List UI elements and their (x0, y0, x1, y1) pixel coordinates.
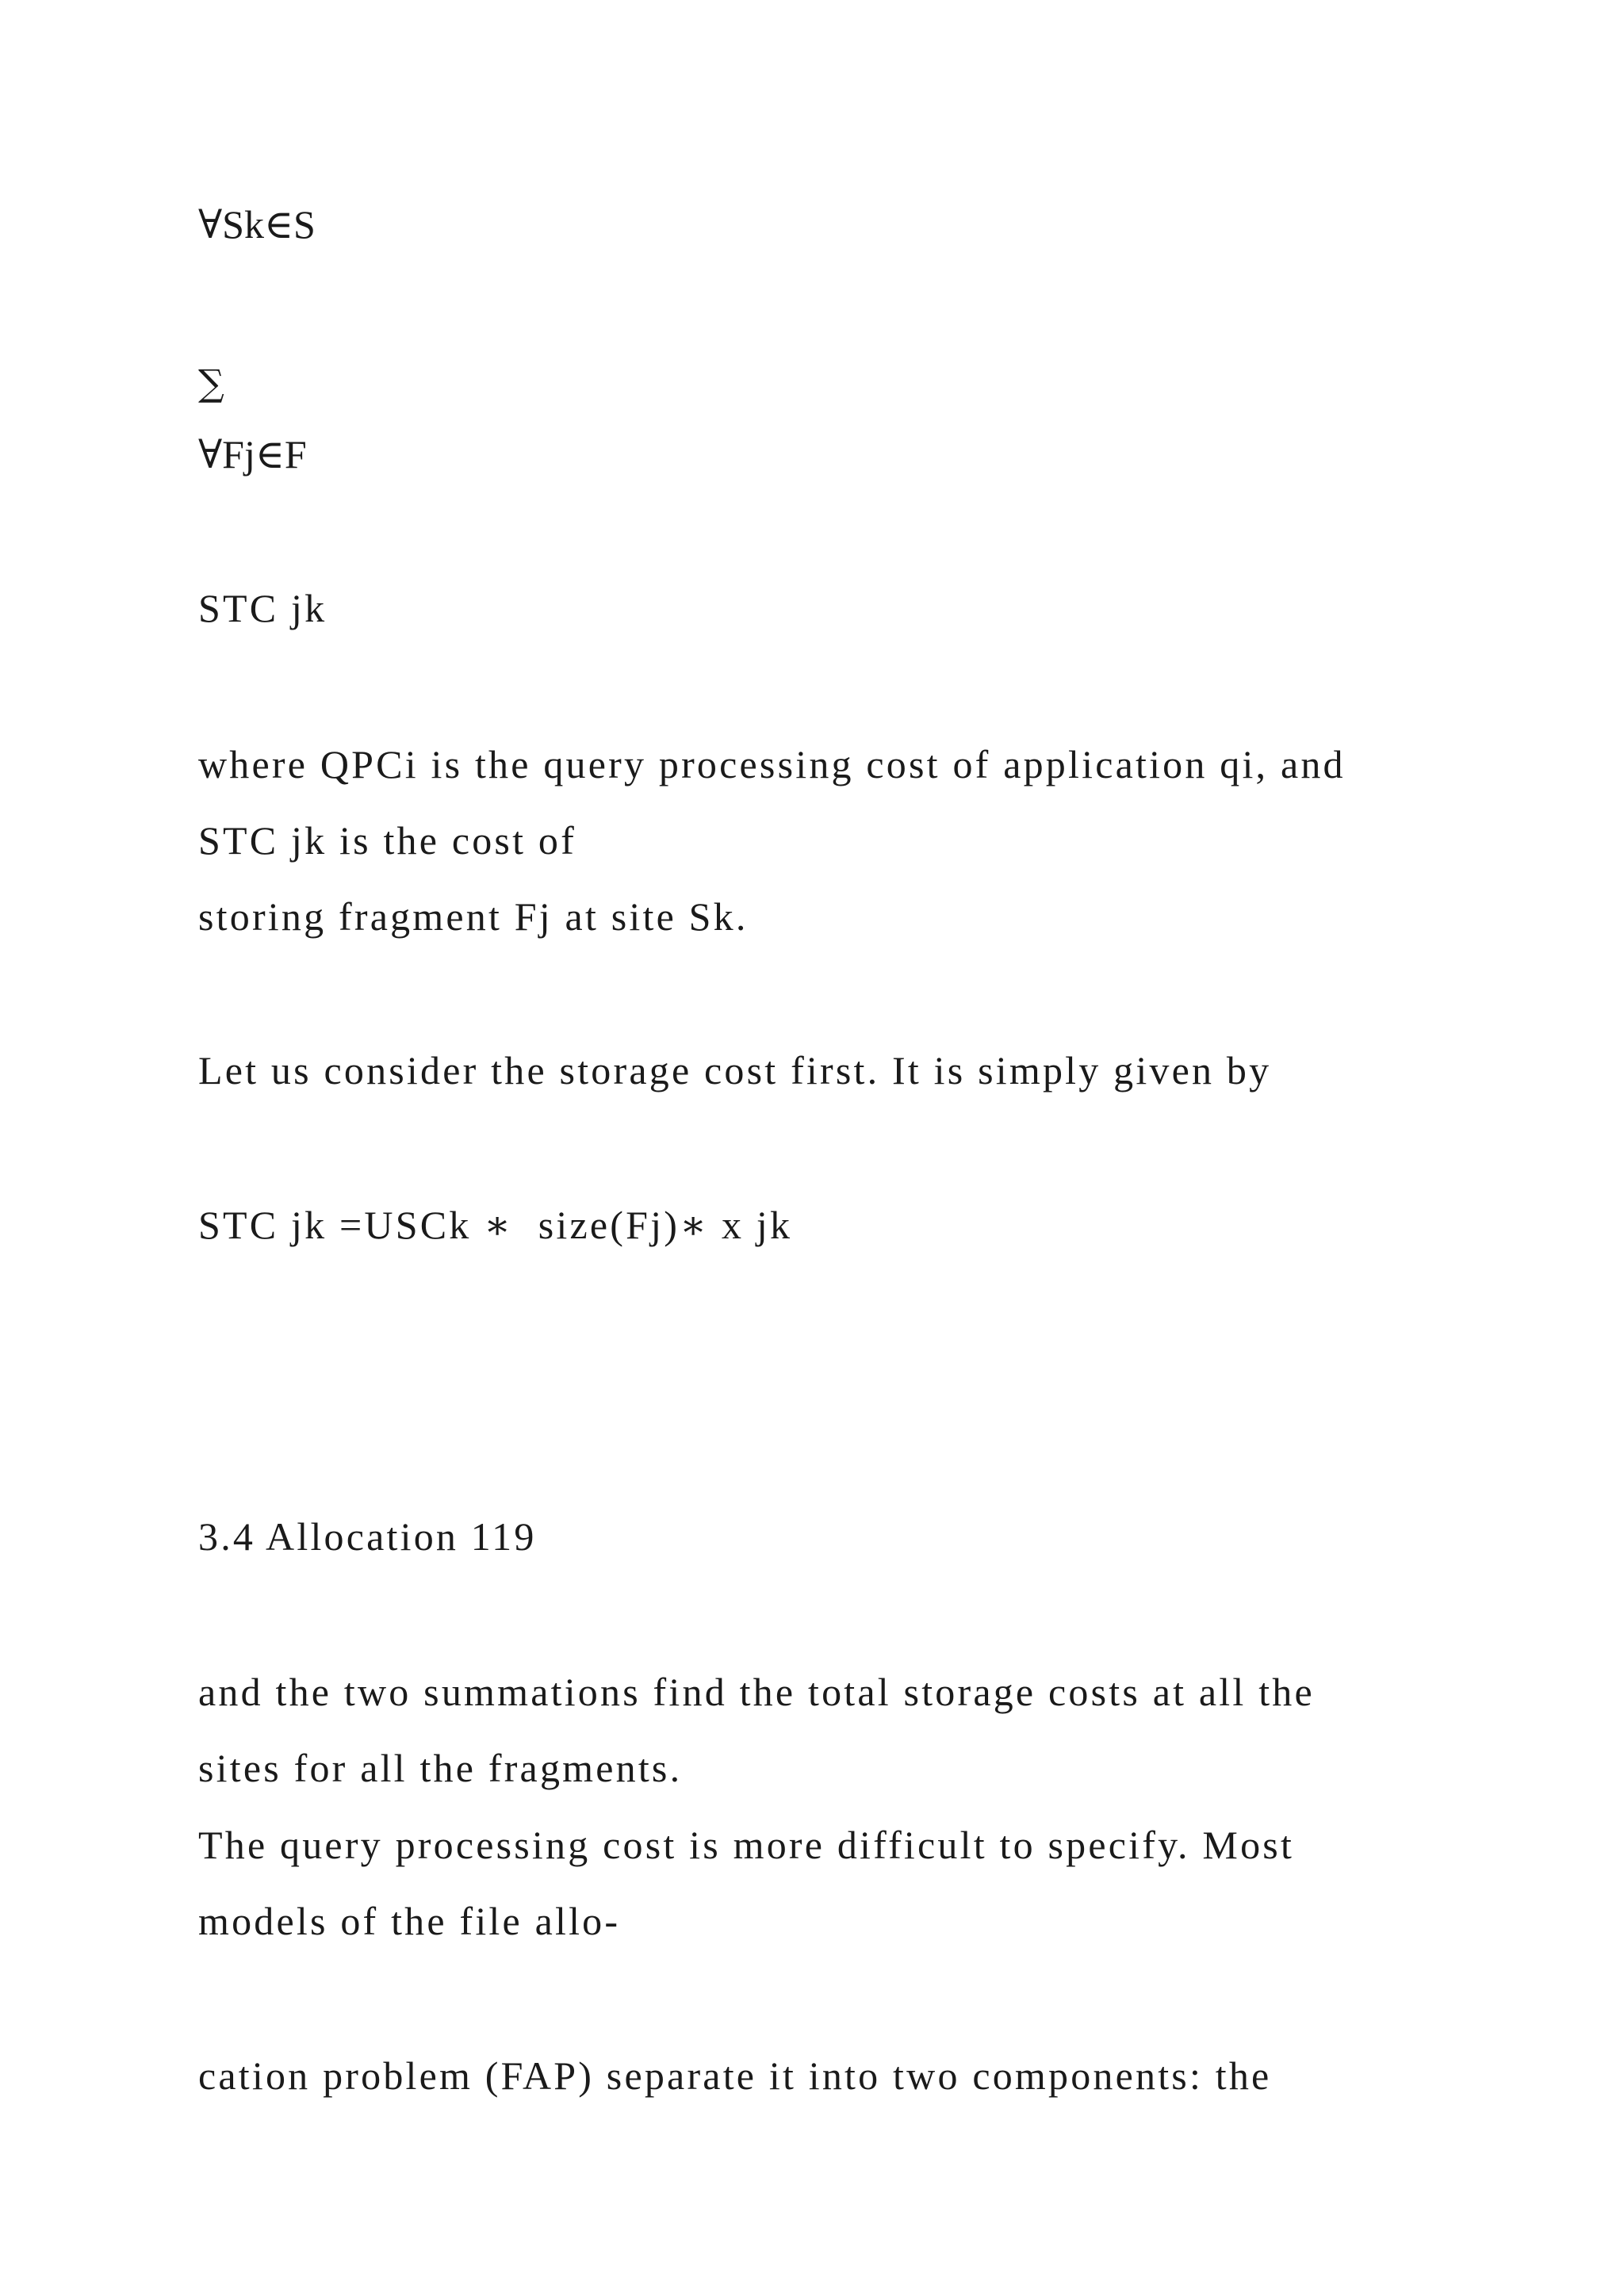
paragraph-line: and the two summations find the total storage costs at all the (198, 1670, 1315, 1714)
paragraph-line: storing fragment Fj at site Sk. (198, 894, 749, 939)
paragraph-line: The query processing cost is more difficult to specify. Most (198, 1823, 1295, 1867)
formula-sum-index-sites: ∀Sk∈S (198, 202, 316, 247)
paragraph-line: where QPCi is the query processing cost of application qi, and (198, 742, 1346, 786)
storage-cost-formula: STC jk =USCk ∗ size(Fj)∗ x jk (198, 1203, 793, 1247)
paragraph-line: STC jk is the cost of (198, 818, 576, 863)
paragraph-line: Let us consider the storage cost first. It is simply given by (198, 1048, 1272, 1093)
formula-term-stc: STC jk (198, 586, 327, 630)
formula-sum-index-fragments: ∀Fj∈F (198, 432, 307, 476)
paragraph-line: cation problem (FAP) separate it into two components: the (198, 2053, 1272, 2098)
running-header: 3.4 Allocation 119 (198, 1514, 537, 1559)
summation-symbol: ∑ (198, 362, 224, 404)
paragraph-line: sites for all the fragments. (198, 1746, 683, 1790)
paragraph-line: models of the file allo- (198, 1899, 621, 1943)
